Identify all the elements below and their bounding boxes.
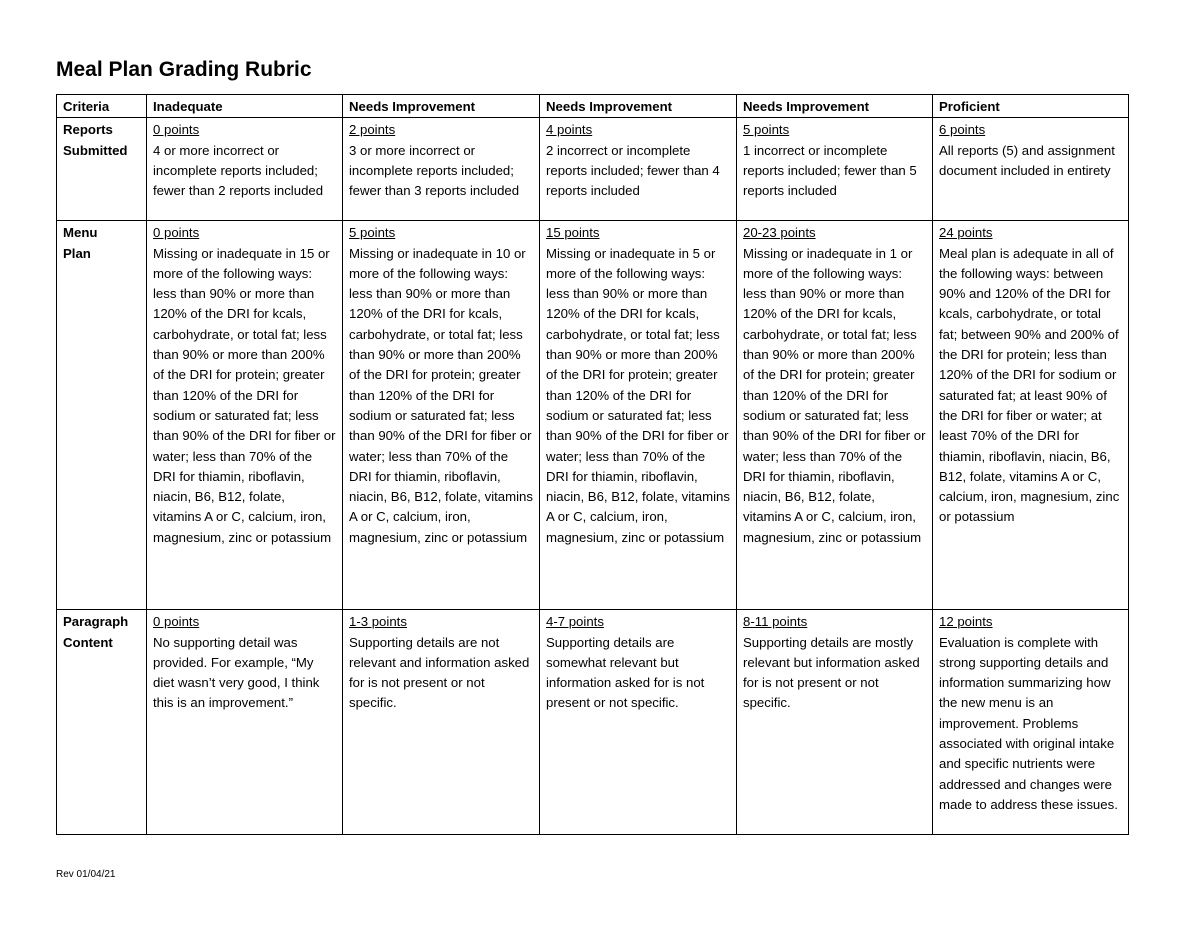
rubric-cell bbox=[343, 221, 540, 610]
cell-description: Supporting details are somewhat relevant but information asked for is not present or not specific. bbox=[546, 634, 705, 711]
rubric-cell bbox=[147, 610, 343, 835]
column-header-needs-improvement-2: Needs Improvement bbox=[540, 95, 737, 118]
points-label: 0 points bbox=[153, 122, 200, 138]
cell-description: All reports (5) and assignment document included in entirety bbox=[939, 142, 1115, 178]
column-header-inadequate: Inadequate bbox=[147, 95, 343, 118]
cell-description: 4 or more incorrect or incomplete reports included; fewer than 2 reports included bbox=[153, 142, 324, 199]
cell-description: Missing or inadequate in 1 or more of the following ways: less than 90% or more than 120% of the DRI for kcals, carbohydrate, or total fat; less than 90% or more than 200% of the DRI for protein; greater than 120% of the DRI for sodium or saturated fat; less than 90% of the DRI for fiber or water; less than 70% of the DRI for thiamin, riboflavin, niacin, B6, B12, folate, vitamins A or C, calcium, iron, magnesium, zinc or potassium bbox=[743, 245, 926, 545]
table-header-row bbox=[57, 95, 1129, 118]
cell-description: No supporting detail was provided. For example, “My diet wasn’t very good, I think this is an improvement.” bbox=[153, 634, 320, 711]
rubric-cell bbox=[147, 221, 343, 610]
table-row bbox=[57, 610, 1129, 835]
points-label: 1-3 points bbox=[349, 614, 407, 630]
rubric-cell bbox=[540, 610, 737, 835]
points-label: 6 points bbox=[939, 122, 986, 138]
points-label: 0 points bbox=[153, 225, 200, 241]
rubric-cell bbox=[737, 221, 933, 610]
column-header-proficient: Proficient bbox=[933, 95, 1129, 118]
rubric-cell bbox=[343, 118, 540, 221]
cell-description: Meal plan is adequate in all of the following ways: between 90% and 120% of the DRI for kcals, carbohydrate, or total fat; between 90% and 200% of the DRI for protein; less than 120% of the DRI for sodium or saturated fat; at least 90% of the DRI for fiber or water; at least 70% of the DRI for thiamin, riboflavin, niacin, B6, B12, folate, vitamins A or C, calcium, iron, magnesium, zinc or potassium bbox=[939, 245, 1120, 525]
rubric-cell bbox=[933, 118, 1129, 221]
points-label: 12 points bbox=[939, 614, 993, 630]
rubric-cell bbox=[147, 118, 343, 221]
criteria-line: Submitted bbox=[63, 142, 128, 158]
points-label: 8-11 points bbox=[743, 614, 808, 630]
criteria-line: Menu bbox=[63, 225, 98, 241]
points-label: 2 points bbox=[349, 122, 396, 138]
table-row bbox=[57, 221, 1129, 610]
rubric-cell bbox=[737, 610, 933, 835]
column-header-needs-improvement-1: Needs Improvement bbox=[343, 95, 540, 118]
revision-note: Rev 01/04/21 bbox=[56, 869, 116, 880]
criteria-line: Plan bbox=[63, 245, 91, 261]
points-label: 4 points bbox=[546, 122, 593, 138]
points-label: 20-23 points bbox=[743, 225, 816, 241]
page-title: Meal Plan Grading Rubric bbox=[56, 58, 312, 81]
criteria-cell bbox=[57, 610, 147, 835]
criteria-line: Reports bbox=[63, 122, 113, 138]
cell-description: Evaluation is complete with strong supporting details and information summarizing how the new menu is an improvement. Problems associated with original intake and specific nutrients were addressed and changes were made to address these issues. bbox=[939, 634, 1118, 812]
points-label: 5 points bbox=[743, 122, 790, 138]
points-label: 0 points bbox=[153, 614, 200, 630]
cell-description: Supporting details are mostly relevant but information asked for is not present or not specific. bbox=[743, 634, 920, 711]
cell-description: 1 incorrect or incomplete reports included; fewer than 5 reports included bbox=[743, 142, 917, 199]
grading-rubric-table bbox=[56, 94, 1129, 835]
table-row bbox=[57, 118, 1129, 221]
rubric-cell bbox=[933, 610, 1129, 835]
points-label: 15 points bbox=[546, 225, 600, 241]
points-label: 4-7 points bbox=[546, 614, 604, 630]
rubric-cell bbox=[343, 610, 540, 835]
points-label: 24 points bbox=[939, 225, 993, 241]
cell-description: Missing or inadequate in 10 or more of the following ways: less than 90% or more than 120% of the DRI for kcals, carbohydrate, or total fat; less than 90% or more than 200% of the DRI for protein; greater than 120% of the DRI for sodium or saturated fat; less than 90% of the DRI for fiber or water; less than 70% of the DRI for thiamin, riboflavin, niacin, B6, B12, folate, vitamins A or C, calcium, iron, magnesium, zinc or potassium bbox=[349, 245, 533, 545]
cell-description: Missing or inadequate in 15 or more of the following ways: less than 90% or more than 120% of the DRI for kcals, carbohydrate, or total fat; less than 90% or more than 200% of the DRI for protein; greater than 120% of the DRI for sodium or saturated fat; less than 90% of the DRI for fiber or water; less than 70% of the DRI for thiamin, riboflavin, niacin, B6, B12, folate, vitamins A or C, calcium, iron, magnesium, zinc or potassium bbox=[153, 245, 336, 545]
column-header-criteria: Criteria bbox=[57, 95, 147, 118]
cell-description: 3 or more incorrect or incomplete reports included; fewer than 3 reports included bbox=[349, 142, 520, 199]
points-label: 5 points bbox=[349, 225, 396, 241]
criteria-cell bbox=[57, 118, 147, 221]
cell-description: Missing or inadequate in 5 or more of the following ways: less than 90% or more than 120% of the DRI for kcals, carbohydrate, or total fat; less than 90% or more than 200% of the DRI for protein; greater than 120% of the DRI for sodium or saturated fat; less than 90% of the DRI for fiber or water; less than 70% of the DRI for thiamin, riboflavin, niacin, B6, B12, folate, vitamins A or C, calcium, iron, magnesium, zinc or potassium bbox=[546, 245, 730, 545]
cell-description: 2 incorrect or incomplete reports included; fewer than 4 reports included bbox=[546, 142, 720, 199]
cell-description: Supporting details are not relevant and information asked for is not present or not specific. bbox=[349, 634, 530, 711]
rubric-cell bbox=[933, 221, 1129, 610]
rubric-cell bbox=[540, 221, 737, 610]
rubric-cell bbox=[737, 118, 933, 221]
criteria-cell bbox=[57, 221, 147, 610]
rubric-cell bbox=[540, 118, 737, 221]
criteria-line: Content bbox=[63, 634, 113, 650]
criteria-line: Paragraph bbox=[63, 614, 129, 630]
column-header-needs-improvement-3: Needs Improvement bbox=[737, 95, 933, 118]
